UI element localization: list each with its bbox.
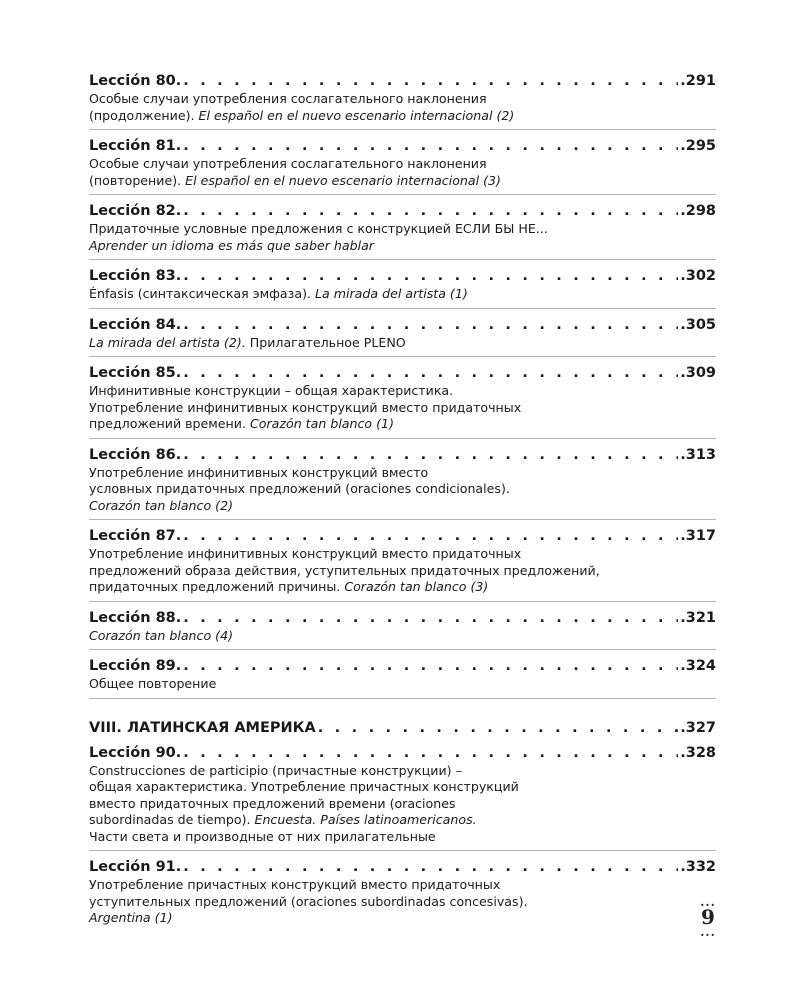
description-line xyxy=(89,628,716,645)
section-page: .327 xyxy=(680,719,716,736)
text: Прилагательное PLENO xyxy=(245,334,406,350)
italic-text: Corazón tan blanco (3) xyxy=(344,579,489,594)
toc-list xyxy=(89,744,716,932)
toc-entry[interactable] xyxy=(89,657,716,699)
lesson-description xyxy=(89,221,716,254)
lesson-heading[interactable] xyxy=(89,446,716,465)
page-ref: .332 xyxy=(680,859,716,875)
toc-entry[interactable] xyxy=(89,527,716,602)
description-line xyxy=(89,335,716,352)
lesson-title: Lección 85. xyxy=(89,365,182,381)
description-line xyxy=(89,238,716,255)
description-line xyxy=(89,779,716,796)
italic-text: Corazón tan blanco (1) xyxy=(249,416,394,431)
italic-text: Encuesta. Países latinoamericanos. xyxy=(254,812,477,827)
lesson-heading[interactable] xyxy=(89,364,716,383)
lesson-description xyxy=(89,877,716,927)
toc-entry[interactable] xyxy=(89,744,716,852)
toc-entry[interactable] xyxy=(89,316,716,358)
dot-leader xyxy=(183,72,678,91)
page-ref: .317 xyxy=(680,528,716,544)
text: Общее повторение xyxy=(89,676,217,691)
italic-text: Aprender un idioma es más que saber hablar xyxy=(89,237,374,253)
description-line xyxy=(89,91,716,108)
text: Части света и производные от них прилагательные xyxy=(89,828,436,844)
dot-leader xyxy=(183,267,678,286)
text: Употребление инфинитивных конструкций вместо придаточных xyxy=(89,399,522,415)
toc-entry[interactable] xyxy=(89,202,716,260)
description-line xyxy=(89,221,716,238)
lesson-heading[interactable] xyxy=(89,72,716,91)
page-ref: .321 xyxy=(680,609,716,626)
description-line xyxy=(89,910,716,927)
lesson-title: Lección 82. xyxy=(89,203,182,219)
italic-text: Corazón tan blanco (2) xyxy=(89,497,233,513)
description-line xyxy=(89,481,716,498)
text: Особые случаи употребления сослагательного наклонения xyxy=(89,91,487,106)
description-line xyxy=(89,579,716,596)
description-line xyxy=(89,416,716,433)
lesson-heading[interactable] xyxy=(89,858,716,877)
lesson-title: Lección 91. xyxy=(89,859,182,875)
text: придаточных предложений причины. xyxy=(89,579,345,594)
dot-leader xyxy=(183,527,678,546)
lesson-heading[interactable] xyxy=(89,657,716,676)
folio-ornament-top: ... xyxy=(700,895,716,909)
lesson-description xyxy=(89,91,716,124)
toc-section xyxy=(89,719,716,738)
page-number: 9 xyxy=(701,905,715,929)
lesson-heading[interactable] xyxy=(89,744,716,763)
text: Употребление причастных конструкций вместо придаточных xyxy=(89,877,501,892)
lesson-description xyxy=(89,628,716,645)
page-ref: .305 xyxy=(680,316,716,333)
page-ref: .309 xyxy=(680,365,716,381)
toc-entry[interactable] xyxy=(89,609,716,651)
text: Употребление инфинитивных конструкций вместо придаточных xyxy=(89,546,522,561)
lesson-heading[interactable] xyxy=(89,527,716,546)
toc-entry[interactable] xyxy=(89,137,716,195)
text: Construcciones de participio (причастные конструкции) – xyxy=(89,762,462,778)
description-line xyxy=(89,465,716,482)
description-line xyxy=(89,763,716,780)
page-folio xyxy=(696,895,720,939)
italic-text: El español en el nuevo escenario internacional (2) xyxy=(198,107,515,123)
description-line xyxy=(89,286,716,303)
dot-leader xyxy=(183,609,678,628)
text: уступительных предложений (oraciones subordinadas concesivas). xyxy=(89,893,528,909)
dot-leader xyxy=(183,137,678,156)
italic-text: La mirada del artista (1) xyxy=(315,286,468,301)
lesson-title: Lección 90. xyxy=(89,744,182,761)
description-line xyxy=(89,173,716,190)
lesson-heading[interactable] xyxy=(89,609,716,628)
lesson-heading[interactable] xyxy=(89,137,716,156)
lesson-description xyxy=(89,465,716,515)
description-line xyxy=(89,498,716,515)
toc-entry[interactable] xyxy=(89,446,716,521)
description-line xyxy=(89,156,716,173)
lesson-description xyxy=(89,546,716,596)
lesson-title: Lección 87. xyxy=(89,528,182,544)
lesson-title: Lección 80. xyxy=(89,73,182,89)
page-ref: .313 xyxy=(680,446,716,463)
lesson-description xyxy=(89,763,716,846)
description-line xyxy=(89,829,716,846)
text: subordinadas de tiempo). xyxy=(89,812,255,827)
dot-leader xyxy=(183,657,678,676)
lesson-title: Lección 84. xyxy=(89,316,182,333)
description-line xyxy=(89,546,716,563)
description-line xyxy=(89,894,716,911)
italic-text: La mirada del artista (2). xyxy=(89,334,246,350)
folio-ornament-bottom: ... xyxy=(700,925,716,939)
dot-leader xyxy=(183,744,678,763)
toc-list xyxy=(89,72,716,699)
text: предложений образа действия, уступительных придаточных предложений, xyxy=(89,562,600,578)
description-line xyxy=(89,812,716,829)
toc-entry[interactable] xyxy=(89,267,716,309)
lesson-title: Lección 83. xyxy=(89,268,182,284)
text: Énfasis (синтаксическая эмфаза). xyxy=(89,286,315,301)
dot-leader xyxy=(183,858,678,877)
toc-entry[interactable] xyxy=(89,72,716,130)
lesson-title: Lección 88. xyxy=(89,609,182,626)
lesson-heading[interactable] xyxy=(89,202,716,221)
lesson-description xyxy=(89,286,716,303)
text: Придаточные условные предложения с конструкцией ЕСЛИ БЫ НЕ... xyxy=(89,221,548,236)
toc-entry[interactable] xyxy=(89,858,716,932)
text: (повторение). xyxy=(89,172,186,188)
description-line xyxy=(89,400,716,417)
description-line xyxy=(89,676,716,693)
lesson-description xyxy=(89,156,716,189)
text: (продолжение). xyxy=(89,107,199,123)
lesson-heading[interactable] xyxy=(89,316,716,335)
lesson-heading[interactable] xyxy=(89,267,716,286)
text: Инфинитивные конструкции – общая характеристика. xyxy=(89,383,454,398)
section-title: VIII. ЛАТИНСКАЯ АМЕРИКА xyxy=(89,719,316,736)
text: вместо придаточных предложений времени (oraciones xyxy=(89,795,456,811)
text: общая характеристика. Употребление причастных конструкций xyxy=(89,779,519,794)
toc-entry[interactable] xyxy=(89,364,716,439)
page-ref: .302 xyxy=(680,268,716,284)
dot-leader xyxy=(183,316,678,335)
description-line xyxy=(89,796,716,813)
description-line xyxy=(89,877,716,894)
italic-text: El español en el nuevo escenario internacional (3) xyxy=(185,172,501,188)
text: условных придаточных предложений (oraciones condicionales). xyxy=(89,481,510,496)
table-of-contents xyxy=(89,72,716,939)
lesson-description xyxy=(89,676,716,693)
text: Употребление инфинитивных конструкций вместо xyxy=(89,464,429,480)
lesson-title: Lección 81. xyxy=(89,138,182,154)
page-ref: .298 xyxy=(680,203,716,219)
lesson-title: Lección 89. xyxy=(89,658,182,674)
page-ref: .295 xyxy=(680,138,716,154)
italic-text: Corazón tan blanco (4) xyxy=(89,627,233,643)
section-heading[interactable] xyxy=(89,719,716,738)
text: Особые случаи употребления сослагательного наклонения xyxy=(89,156,487,171)
lesson-description xyxy=(89,335,716,352)
description-line xyxy=(89,563,716,580)
description-line xyxy=(89,383,716,400)
description-line xyxy=(89,108,716,125)
text: предложений времени. xyxy=(89,416,250,431)
dot-leader xyxy=(183,202,678,221)
page-ref: .324 xyxy=(680,658,716,674)
page-ref: .291 xyxy=(680,73,716,89)
dot-leader xyxy=(318,719,679,738)
italic-text: Argentina (1) xyxy=(89,910,173,925)
lesson-title: Lección 86. xyxy=(89,446,182,463)
dot-leader xyxy=(183,446,678,465)
dot-leader xyxy=(183,364,678,383)
page-ref: .328 xyxy=(680,744,716,761)
lesson-description xyxy=(89,383,716,433)
